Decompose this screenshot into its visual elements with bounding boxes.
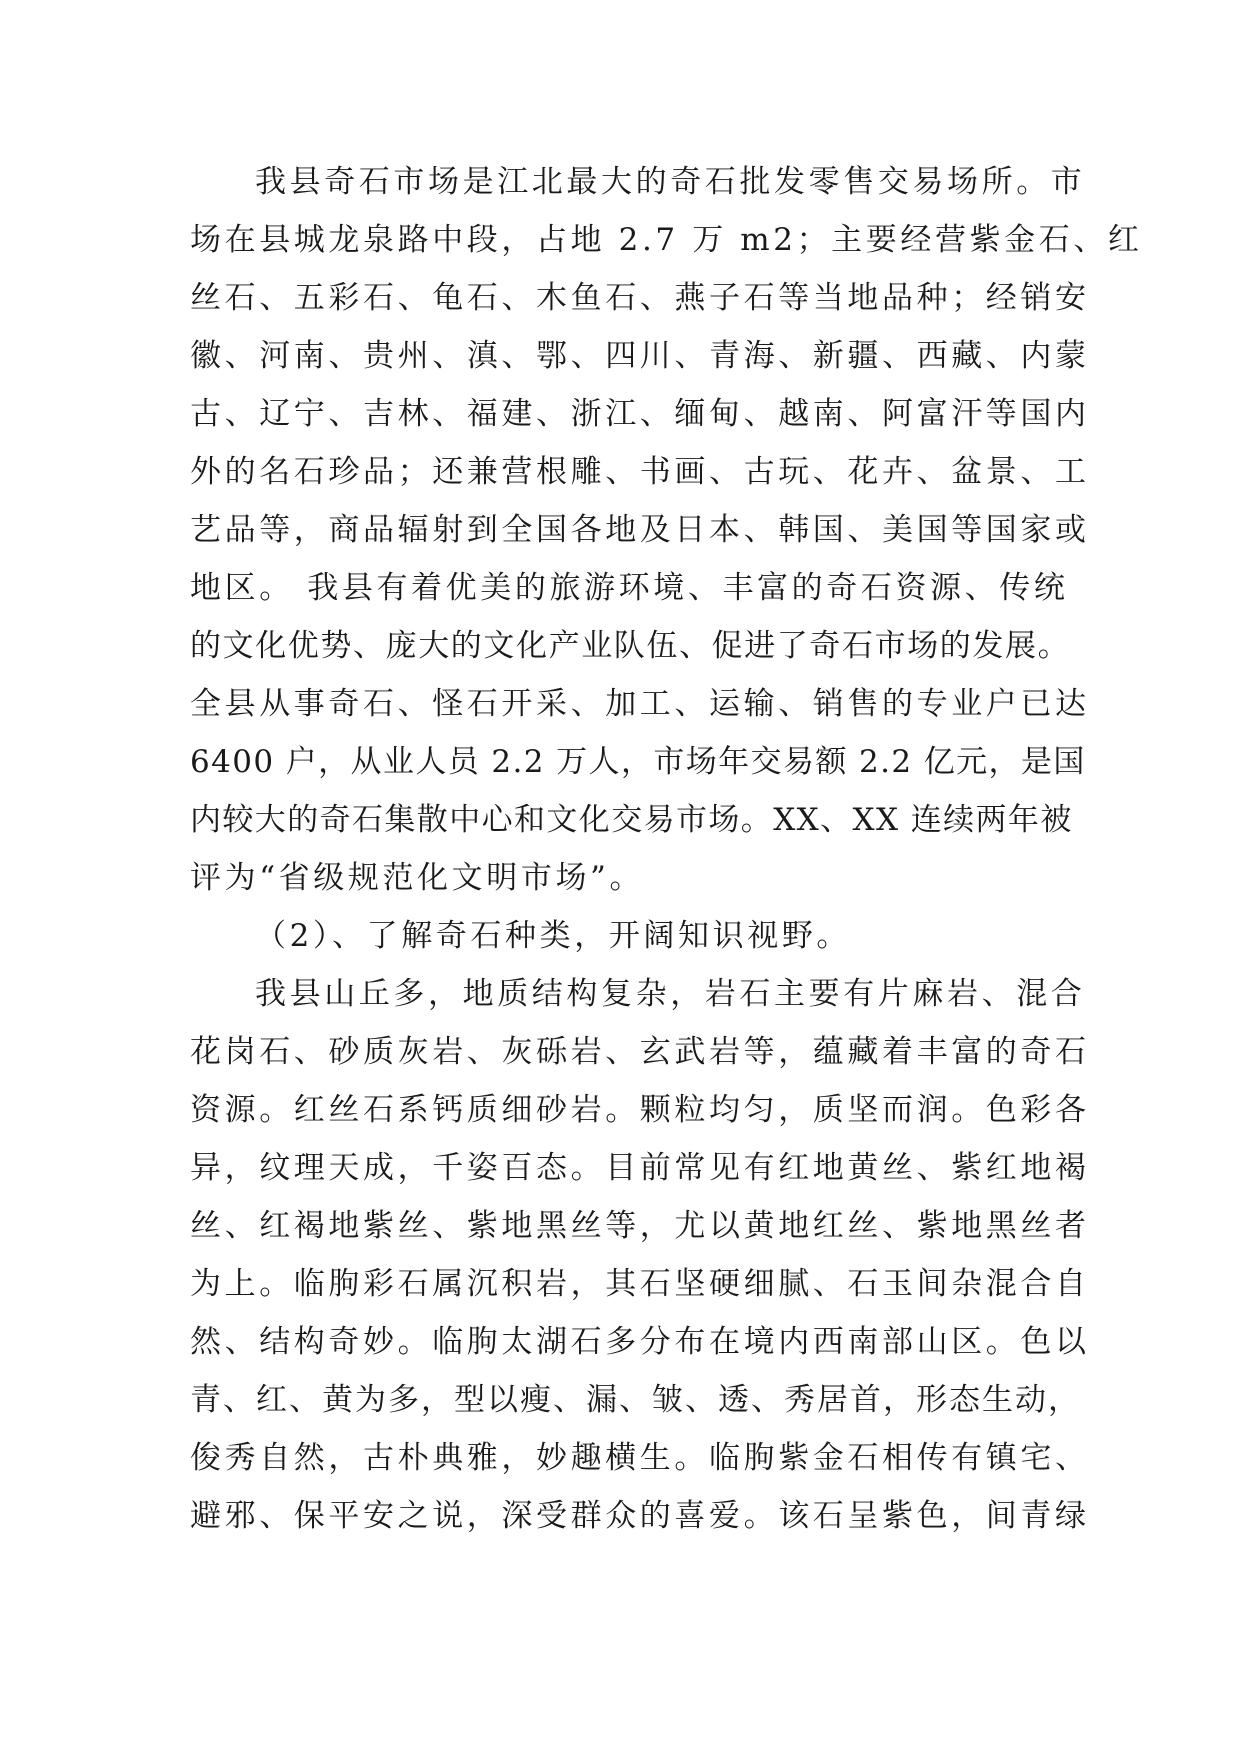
paragraph-2-line-2: 花岗石、砂质灰岩、灰砾岩、玄武岩等，蕴藏着丰富的奇石	[190, 1034, 1090, 1070]
paragraph-2-line-9: 俊秀自然，古朴典雅，妙趣横生。临朐紫金石相传有镇宅、	[190, 1440, 1090, 1476]
section-heading: （2）、了解奇石种类，开阔知识视野。	[255, 918, 852, 954]
paragraph-1-line-13: 评为“省级规范化文明市场”。	[190, 860, 645, 896]
paragraph-1-line-5: 古、辽宁、吉林、福建、浙江、缅甸、越南、阿富汗等国内	[190, 396, 1090, 432]
paragraph-1-line-10: 全县从事奇石、怪石开采、加工、运输、销售的专业户已达	[190, 686, 1090, 722]
paragraph-1-line-12: 内较大的奇石集散中心和文化交易市场。XX、XX 连续两年被	[190, 802, 1073, 838]
paragraph-1-line-1: 我县奇石市场是江北最大的奇石批发零售交易场所。市	[255, 164, 1086, 200]
paragraph-2-line-6: 为上。临朐彩石属沉积岩，其石坚硬细腻、石玉间杂混合自	[190, 1266, 1090, 1302]
paragraph-1-line-8: 地区。 我县有着优美的旅游环境、丰富的奇石资源、传统	[190, 570, 1069, 606]
paragraph-2-line-7: 然、结构奇妙。临朐太湖石多分布在境内西南部山区。色以	[190, 1324, 1090, 1360]
paragraph-1-line-3: 丝石、五彩石、龟石、木鱼石、燕子石等当地品种；经销安	[190, 280, 1090, 316]
paragraph-1-line-4: 徽、河南、贵州、滇、鄂、四川、青海、新疆、西藏、内蒙	[190, 338, 1090, 374]
paragraph-2-line-10: 避邪、保平安之说，深受群众的喜爱。该石呈紫色，间青绿	[190, 1498, 1090, 1534]
paragraph-2-line-4: 异，纹理天成，千姿百态。目前常见有红地黄丝、紫红地褐	[190, 1150, 1090, 1186]
paragraph-2-line-3: 资源。红丝石系钙质细砂岩。颗粒均匀，质坚而润。色彩各	[190, 1092, 1090, 1128]
paragraph-2-line-5: 丝、红褐地紫丝、紫地黑丝等，尤以黄地红丝、紫地黑丝者	[190, 1208, 1090, 1244]
paragraph-1-line-11: 6400 户，从业人员 2.2 万人，市场年交易额 2.2 亿元，是国	[190, 744, 1086, 780]
paragraph-1-line-6: 外的名石珍品；还兼营根雕、书画、古玩、花卉、盆景、工	[190, 454, 1090, 490]
paragraph-2-line-8: 青、红、黄为多，型以瘦、漏、皱、透、秀居首，形态生动，	[190, 1382, 1081, 1418]
paragraph-1-line-2: 场在县城龙泉路中段，占地 2.7 万 m2；主要经营紫金石、红	[190, 222, 1143, 258]
paragraph-1-line-9: 的文化优势、庞大的文化产业队伍、促进了奇石市场的发展。	[190, 628, 1071, 664]
paragraph-2-line-1: 我县山丘多，地质结构复杂，岩石主要有片麻岩、混合	[255, 976, 1086, 1012]
paragraph-1-line-7: 艺品等，商品辐射到全国各地及日本、韩国、美国等国家或	[190, 512, 1090, 548]
